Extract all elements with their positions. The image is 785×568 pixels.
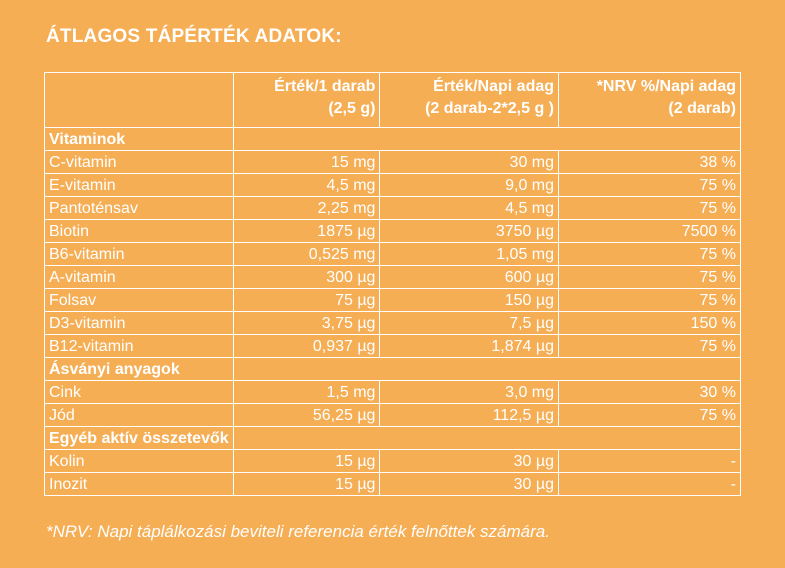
table-row xyxy=(45,335,741,358)
header-line: (2 darab) xyxy=(668,100,736,117)
nutrient-name: A-vitamin xyxy=(45,266,234,289)
table-row xyxy=(45,151,741,174)
header-line: (2,5 g) xyxy=(328,100,376,117)
header-cell-nrv xyxy=(559,73,741,128)
table-row xyxy=(45,381,741,404)
value-per-daily-dose: 7,5 µg xyxy=(380,312,559,335)
nrv-percent: - xyxy=(559,450,741,473)
nutrient-name: B6-vitamin xyxy=(45,243,234,266)
header-cell-per-daily-dose xyxy=(380,73,559,128)
nutrient-name: Jód xyxy=(45,404,234,427)
value-per-piece: 56,25 µg xyxy=(233,404,380,427)
nutrient-name: Biotin xyxy=(45,220,234,243)
value-per-daily-dose: 600 µg xyxy=(380,266,559,289)
table-row xyxy=(45,220,741,243)
nutrient-name: B12-vitamin xyxy=(45,335,234,358)
value-per-piece: 15 mg xyxy=(233,151,380,174)
header-line: (2 darab-2*2,5 g ) xyxy=(425,100,555,117)
nrv-percent: 75 % xyxy=(559,335,741,358)
section-blank-cell xyxy=(233,358,740,381)
value-per-piece: 15 µg xyxy=(233,450,380,473)
nutrition-table xyxy=(44,72,741,496)
nutrient-name: Folsav xyxy=(45,289,234,312)
nrv-percent: 75 % xyxy=(559,289,741,312)
table-row xyxy=(45,450,741,473)
table-header-row xyxy=(45,73,741,128)
nutrient-name: Inozit xyxy=(45,473,234,496)
value-per-piece: 2,25 mg xyxy=(233,197,380,220)
section-title: Ásványi anyagok xyxy=(45,358,234,381)
value-per-piece: 75 µg xyxy=(233,289,380,312)
value-per-piece: 0,937 µg xyxy=(233,335,380,358)
table-row xyxy=(45,473,741,496)
value-per-piece: 300 µg xyxy=(233,266,380,289)
table-row xyxy=(45,404,741,427)
nrv-percent: 7500 % xyxy=(559,220,741,243)
nrv-percent: 75 % xyxy=(559,404,741,427)
page-title: ÁTLAGOS TÁPÉRTÉK ADATOK: xyxy=(46,26,342,47)
value-per-piece: 1,5 mg xyxy=(233,381,380,404)
table-row xyxy=(45,266,741,289)
value-per-piece: 15 µg xyxy=(233,473,380,496)
header-cell-per-piece xyxy=(233,73,380,128)
value-per-daily-dose: 150 µg xyxy=(380,289,559,312)
value-per-piece: 1875 µg xyxy=(233,220,380,243)
nrv-percent: 75 % xyxy=(559,266,741,289)
header-line: *NRV %/Napi adag xyxy=(596,78,736,95)
header-line: Érték/Napi adag xyxy=(433,78,555,95)
footnote: *NRV: Napi táplálkozási beviteli referencia érték felnőttek számára. xyxy=(46,522,550,541)
table-body xyxy=(45,128,741,496)
value-per-piece: 3,75 µg xyxy=(233,312,380,335)
nutrient-name: C-vitamin xyxy=(45,151,234,174)
nrv-percent: 30 % xyxy=(559,381,741,404)
value-per-daily-dose: 112,5 µg xyxy=(380,404,559,427)
value-per-daily-dose: 30 µg xyxy=(380,450,559,473)
nrv-percent: 75 % xyxy=(559,197,741,220)
nutrient-name: Kolin xyxy=(45,450,234,473)
table-row xyxy=(45,243,741,266)
value-per-daily-dose: 30 mg xyxy=(380,151,559,174)
nrv-percent: - xyxy=(559,473,741,496)
section-title: Vitaminok xyxy=(45,128,234,151)
section-title: Egyéb aktív összetevők xyxy=(45,427,234,450)
value-per-daily-dose: 30 µg xyxy=(380,473,559,496)
value-per-daily-dose: 3,0 mg xyxy=(380,381,559,404)
table-row xyxy=(45,197,741,220)
value-per-daily-dose: 1,874 µg xyxy=(380,335,559,358)
nutrient-name: D3-vitamin xyxy=(45,312,234,335)
nutrient-name: Pantoténsav xyxy=(45,197,234,220)
table-row xyxy=(45,289,741,312)
nrv-percent: 150 % xyxy=(559,312,741,335)
section-row xyxy=(45,427,741,450)
section-row xyxy=(45,358,741,381)
header-cell-name xyxy=(45,73,234,128)
nutrient-name: E-vitamin xyxy=(45,174,234,197)
nrv-percent: 75 % xyxy=(559,243,741,266)
section-row xyxy=(45,128,741,151)
nrv-percent: 75 % xyxy=(559,174,741,197)
table-row xyxy=(45,174,741,197)
nrv-percent: 38 % xyxy=(559,151,741,174)
value-per-piece: 4,5 mg xyxy=(233,174,380,197)
value-per-daily-dose: 3750 µg xyxy=(380,220,559,243)
header-line: Érték/1 darab xyxy=(274,78,376,95)
value-per-daily-dose: 1,05 mg xyxy=(380,243,559,266)
value-per-piece: 0,525 mg xyxy=(233,243,380,266)
value-per-daily-dose: 9,0 mg xyxy=(380,174,559,197)
nutrient-name: Cink xyxy=(45,381,234,404)
table-row xyxy=(45,312,741,335)
section-blank-cell xyxy=(233,128,740,151)
value-per-daily-dose: 4,5 mg xyxy=(380,197,559,220)
section-blank-cell xyxy=(233,427,740,450)
